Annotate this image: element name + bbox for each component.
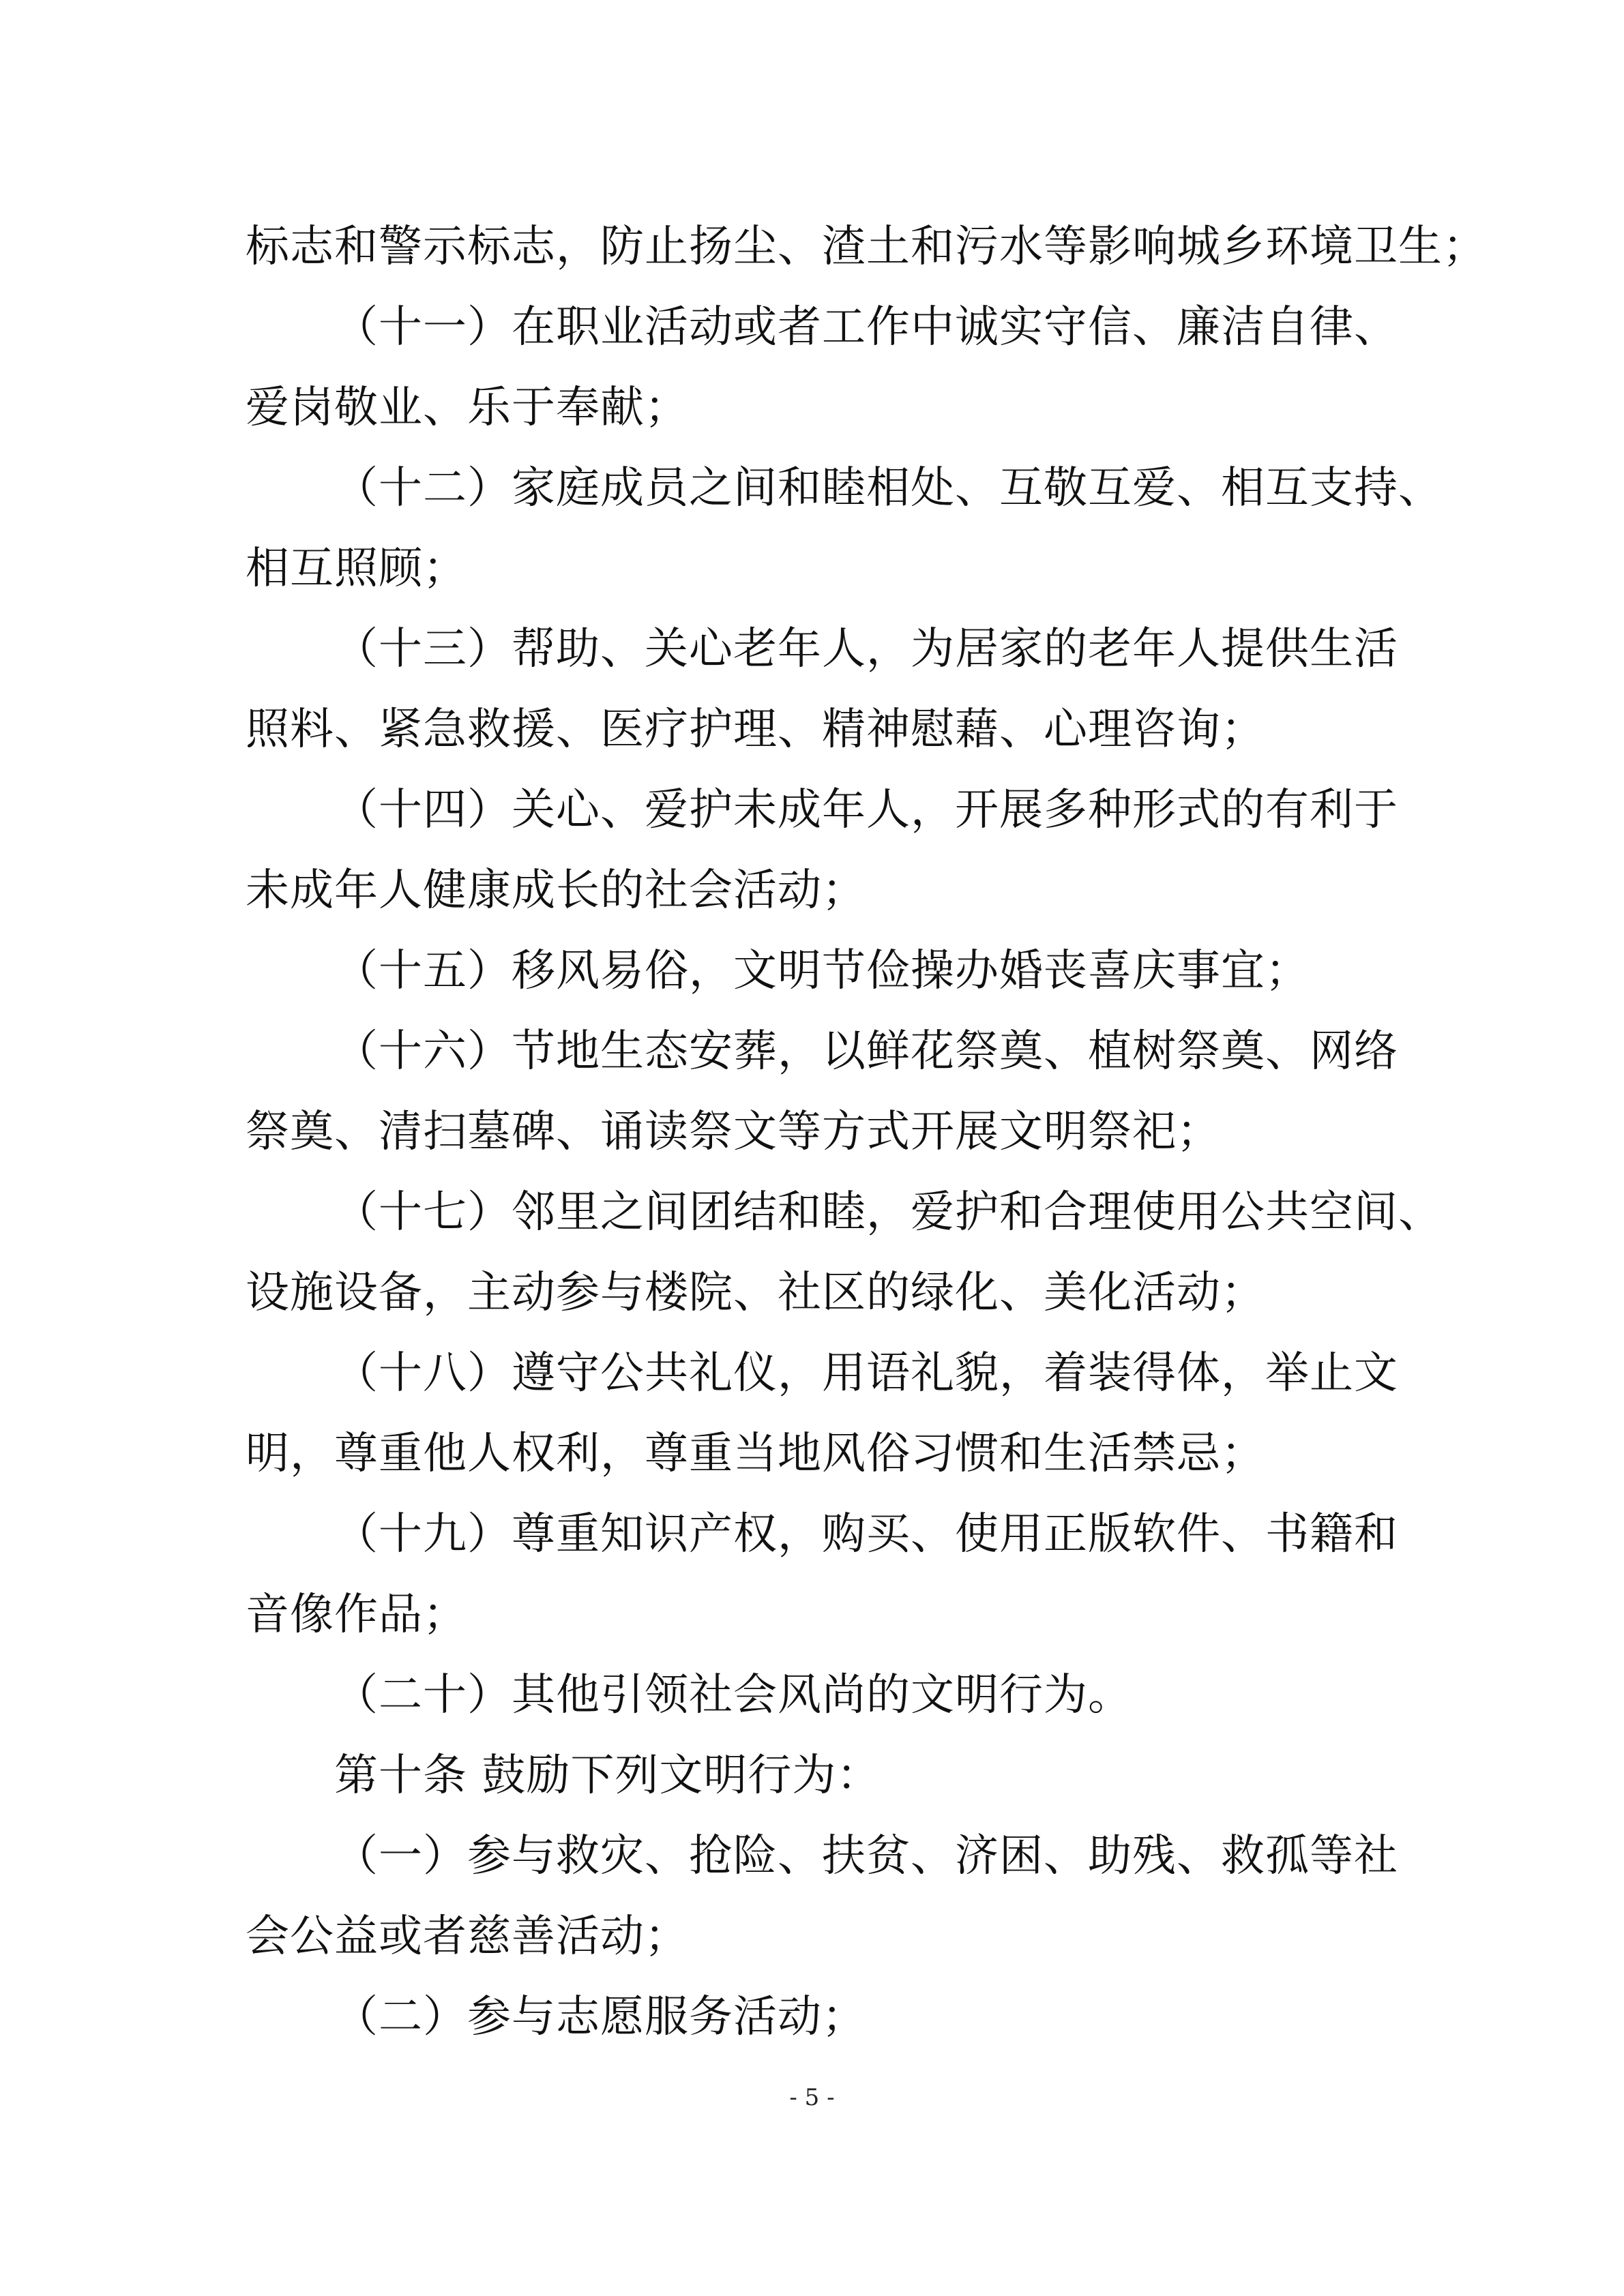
- clause-18-line-1: （十八）遵守公共礼仪，用语礼貌，着装得体，举止文: [334, 1348, 1398, 1399]
- article-10-heading: 第十条 鼓励下列文明行为：: [334, 1750, 881, 1801]
- clause-14-line-2: 未成年人健康成长的社会活动；: [246, 865, 866, 916]
- clause-17-line-2: 设施设备，主动参与楼院、社区的绿化、美化活动；: [246, 1268, 1265, 1318]
- clause-16-line-1: （十六）节地生态安葬，以鲜花祭奠、植树祭奠、网络: [334, 1026, 1398, 1077]
- clause-16-line-2: 祭奠、清扫墓碑、诵读祭文等方式开展文明祭祀；: [246, 1107, 1221, 1157]
- clause-19-line-2: 音像作品；: [246, 1590, 467, 1640]
- clause-11-line-2: 爱岗敬业、乐于奉献；: [246, 383, 689, 433]
- clause-18-line-2: 明，尊重他人权利，尊重当地风俗习惯和生活禁忌；: [246, 1429, 1265, 1479]
- article-10-clause-1-line-2: 会公益或者慈善活动；: [246, 1911, 689, 1962]
- clause-14-line-1: （十四）关心、爱护未成年人，开展多种形式的有利于: [334, 785, 1398, 835]
- clause-12-line-2: 相互照顾；: [246, 543, 467, 594]
- clause-13-line-2: 照料、紧急救援、医疗护理、精神慰藉、心理咨询；: [246, 704, 1265, 755]
- clause-19-line-1: （十九）尊重知识产权，购买、使用正版软件、书籍和: [334, 1509, 1398, 1560]
- clause-20-line-1: （二十）其他引领社会风尚的文明行为。: [334, 1670, 1132, 1720]
- text-line: 标志和警示标志，防止扬尘、渣土和污水等影响城乡环境卫生；: [246, 222, 1487, 272]
- clause-13-line-1: （十三）帮助、关心老年人，为居家的老年人提供生活: [334, 624, 1398, 674]
- clause-12-line-1: （十二）家庭成员之间和睦相处、互敬互爱、相互支持、: [334, 463, 1443, 513]
- article-10-clause-1-line-1: （一）参与救灾、抢险、扶贫、济困、助残、救孤等社: [334, 1831, 1398, 1881]
- clause-11-line-1: （十一）在职业活动或者工作中诚实守信、廉洁自律、: [334, 302, 1398, 353]
- page-number: - 5 -: [789, 2084, 835, 2111]
- clause-17-line-1: （十七）邻里之间团结和睦，爱护和合理使用公共空间、: [334, 1187, 1443, 1238]
- article-10-clause-2-line-1: （二）参与志愿服务活动；: [334, 1992, 866, 2042]
- clause-15-line-1: （十五）移风易俗，文明节俭操办婚丧喜庆事宜；: [334, 946, 1310, 996]
